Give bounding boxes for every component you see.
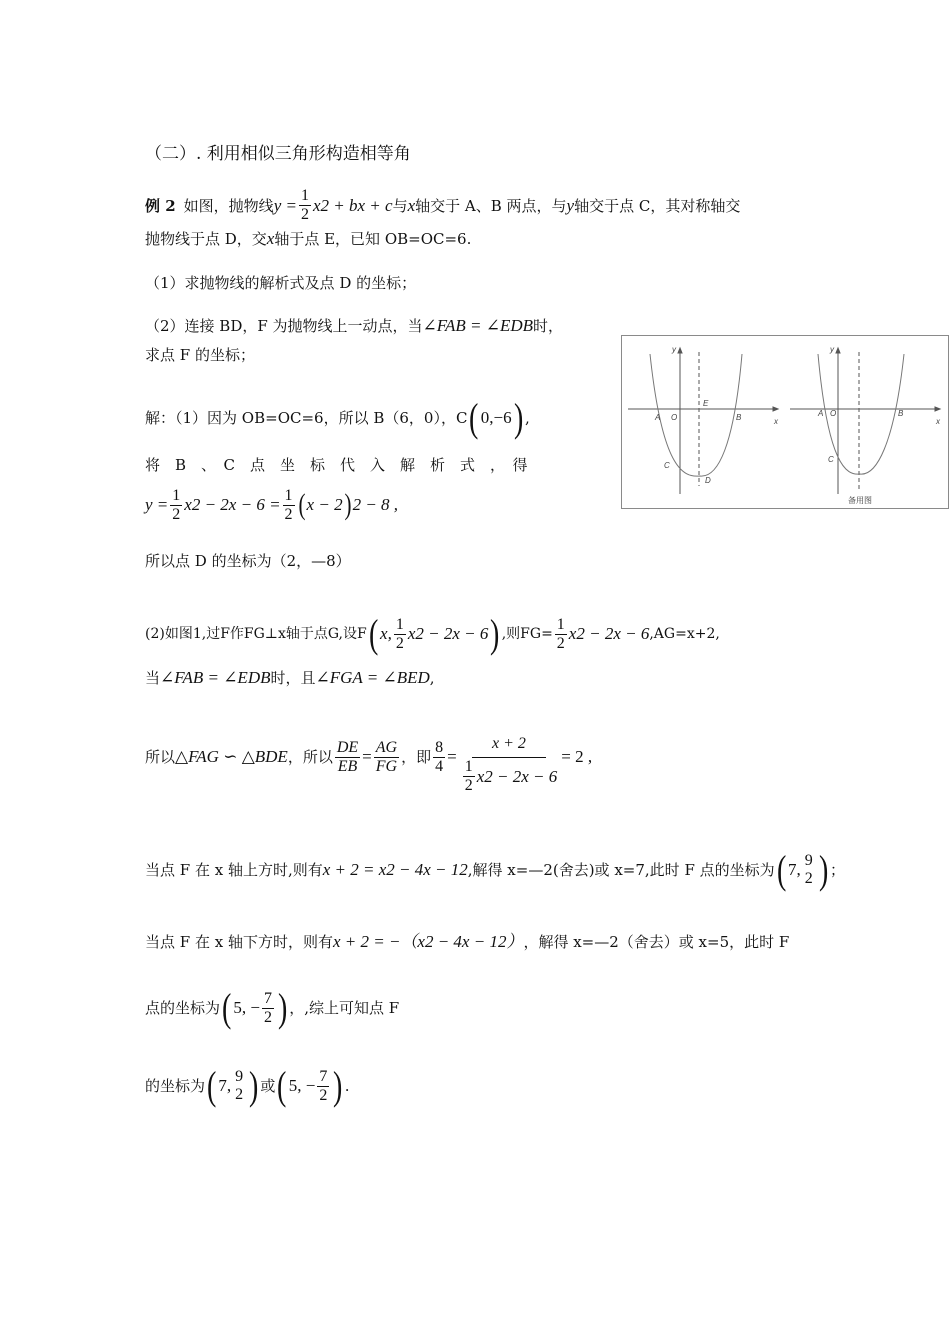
graph-backup [790, 348, 940, 494]
when: 当 [145, 669, 161, 687]
final-paren-1-close: ) [249, 1063, 259, 1108]
line2-a: 抛物线于点 D，交 [145, 230, 267, 248]
y-var: y [566, 195, 575, 215]
label-c-2: C [828, 455, 834, 464]
below-eq: x + 2 = −（x2 − 4x − 12） [332, 932, 524, 951]
below-paren-open: ( [222, 985, 232, 1030]
example-label: 例 2 [145, 196, 176, 215]
label-b-1: B [736, 413, 742, 422]
question-1: （1）求抛物线的解析式及点 D 的坐标； [145, 274, 417, 292]
fraction-half-2: $\frac{1}{2}$ [172, 486, 181, 523]
question-2-line-1 [145, 316, 563, 336]
equal-2: = [447, 747, 457, 766]
fg-tail: x2 − 2x − 6 [568, 624, 650, 643]
below-frac: $\frac{7}{2}$ [263, 989, 272, 1026]
fraction-big: x + 2 $\frac{1}{2}$ x2 − 2x − 6 [464, 735, 558, 794]
below-b: ，解得 x=—2（舍去）或 x=5，此时 F [523, 933, 790, 951]
final-paren-2-open: ( [277, 1063, 287, 1108]
solution-2-line-3 [145, 722, 592, 792]
below-c: 点的坐标为 [145, 999, 221, 1017]
fraction-half-3: $\frac{1}{2}$ [284, 486, 293, 523]
label-b-2: B [898, 409, 904, 418]
below-case-line-1 [145, 932, 789, 952]
solution-2-line-1 [145, 611, 720, 656]
final-paren-1-open: ( [207, 1063, 217, 1108]
fraction-ag-fg: $\frac{AG}{FG}$ [375, 738, 398, 775]
above-case [145, 847, 846, 892]
y-arrow-1 [678, 348, 682, 353]
x-var: x [407, 195, 416, 215]
parabola-figure [621, 335, 949, 509]
eq-mid: x2 − 2x − 6 = [184, 495, 281, 514]
q2-a: （2）连接 BD，F 为抛物线上一动点，当 [145, 317, 423, 335]
sol2-a: (2)如图1,过F作FG⊥x轴于点G,设F [145, 626, 367, 642]
and: 时，且 [270, 669, 316, 687]
final-paren-2-close: ) [333, 1063, 343, 1108]
final-end: . [344, 1077, 350, 1095]
section-title: （二）. 利用相似三角形构造相等角 [145, 144, 411, 164]
fraction-half-5: $\frac{1}{2}$ [556, 615, 565, 652]
intro-d: 轴交于点 C，其对称轴交 [574, 196, 741, 215]
q2-angle: ∠FAB = ∠EDB [422, 316, 534, 335]
eq-y: y = [145, 495, 169, 514]
eq-end: 2 − 8 , [352, 495, 399, 514]
paren-open-2: ( [298, 488, 306, 521]
solution-2-line-2 [145, 668, 435, 688]
below-x: 5, − [233, 998, 260, 1017]
angle1: ∠FAB = ∠EDB [160, 668, 271, 687]
final-or: 或 [260, 1077, 276, 1095]
graph-main [628, 348, 778, 494]
f-tail: x2 − 2x − 6 [407, 624, 489, 643]
x-arrow-1 [773, 407, 778, 411]
parabola-diagrams [622, 336, 948, 508]
final-frac-1: 9 2 [235, 1068, 244, 1103]
above-b: ,解得 x=—2(舍去)或 x=7,此时 F 点的坐标为 [467, 861, 775, 879]
above-paren-open: ( [776, 847, 786, 892]
label-d-1: D [705, 476, 711, 485]
above-end: ； [830, 861, 846, 879]
final-x1: 7, [218, 1076, 232, 1095]
final-answer [145, 1063, 350, 1108]
x-var-2: x [266, 229, 275, 248]
y-arrow-2 [836, 348, 840, 353]
above-x: 7, [787, 860, 801, 879]
x-arrow-2 [935, 407, 940, 411]
angle2-end: , [429, 669, 435, 687]
solution-1-line-2: 将 B 、 C 点 坐 标 代 入 解 析 式 ， 得 [145, 456, 528, 474]
paren-close: ) [513, 395, 523, 440]
label-y-2: y [830, 345, 834, 354]
f-x: x, [380, 624, 392, 643]
solution-1-equation [145, 485, 398, 525]
ji: ，即 [401, 748, 432, 766]
f-paren-close: ) [490, 611, 500, 656]
label-x-2: x [936, 417, 940, 426]
final-a: 的坐标为 [145, 1077, 206, 1095]
intro-b: 与 [392, 196, 408, 215]
above-paren-close: ) [818, 847, 829, 892]
label-y-1: y [672, 345, 676, 354]
parabola-tail: x2 + bx + c [312, 195, 393, 215]
above-a: 当点 F 在 x 轴上方时,则有 [145, 861, 323, 879]
label-e-1: E [703, 399, 709, 408]
example-line-2 [145, 229, 471, 249]
paren-close-2: ) [344, 488, 352, 521]
label-x-1: x [774, 417, 778, 426]
example-line-1 [145, 187, 740, 224]
q2-b: 时， [533, 317, 564, 335]
paren-open: ( [469, 395, 479, 440]
eq-sq: x − 2 [306, 495, 343, 514]
equal-1: = [362, 747, 372, 766]
label-o-2: O [830, 409, 837, 418]
intro-c: 轴交于 A、B 两点，与 [415, 196, 567, 215]
c-coord: 0,−6 [480, 408, 512, 427]
final-frac-2: $\frac{7}{2}$ [319, 1067, 328, 1104]
below-paren-close: ) [277, 985, 288, 1030]
sol2-b: ,则FG= [501, 626, 553, 642]
below-case-line-2 [145, 985, 400, 1030]
below-d: ，,综上可知点 F [289, 999, 400, 1017]
label-o-1: O [671, 413, 678, 422]
solution-1-line-1 [145, 395, 530, 440]
label-c-1: C [664, 461, 670, 470]
f-paren-open: ( [368, 611, 379, 656]
d-result: 所以点 D 的坐标为（2，—8） [145, 552, 351, 570]
parabola-curve-1 [650, 354, 742, 476]
example-intro: 如图，抛物线 [183, 196, 274, 215]
eq2: = 2 , [561, 747, 593, 766]
question-2-line-2: 求点 F 的坐标； [145, 346, 255, 364]
above-eq: x + 2 = x2 − 4x − 12 [322, 860, 468, 879]
parabola-y: y = [273, 195, 297, 215]
label-a-2: A [818, 409, 824, 418]
above-frac: 9 2 [804, 852, 813, 887]
fraction-8-4: $\frac{8}{4}$ [435, 738, 444, 775]
so2: ，所以 [287, 748, 333, 766]
sol1-comma: , [524, 409, 530, 427]
fraction-half: $\frac{1}{2}$ [300, 187, 309, 223]
sol1-a: 解：（1）因为 OB=OC=6，所以 B（6，0），C [145, 409, 468, 427]
fraction-half-4: $\frac{1}{2}$ [395, 615, 404, 652]
angle2: ∠FGA = ∠BED [315, 668, 430, 687]
similar: △FAG ∽ △BDE [175, 747, 288, 766]
label-a-1: A [655, 413, 661, 422]
below-a: 当点 F 在 x 轴下方时，则有 [145, 933, 333, 951]
fraction-de-eb: $\frac{DE}{EB}$ [336, 738, 359, 775]
so: 所以 [145, 748, 176, 766]
sol2-c: ,AG=x+2, [649, 626, 720, 642]
backup-caption: 备用图 [848, 496, 872, 505]
line2-b: 轴于点 E，已知 OB=OC=6. [274, 230, 472, 248]
final-x2: 5, − [288, 1076, 316, 1095]
